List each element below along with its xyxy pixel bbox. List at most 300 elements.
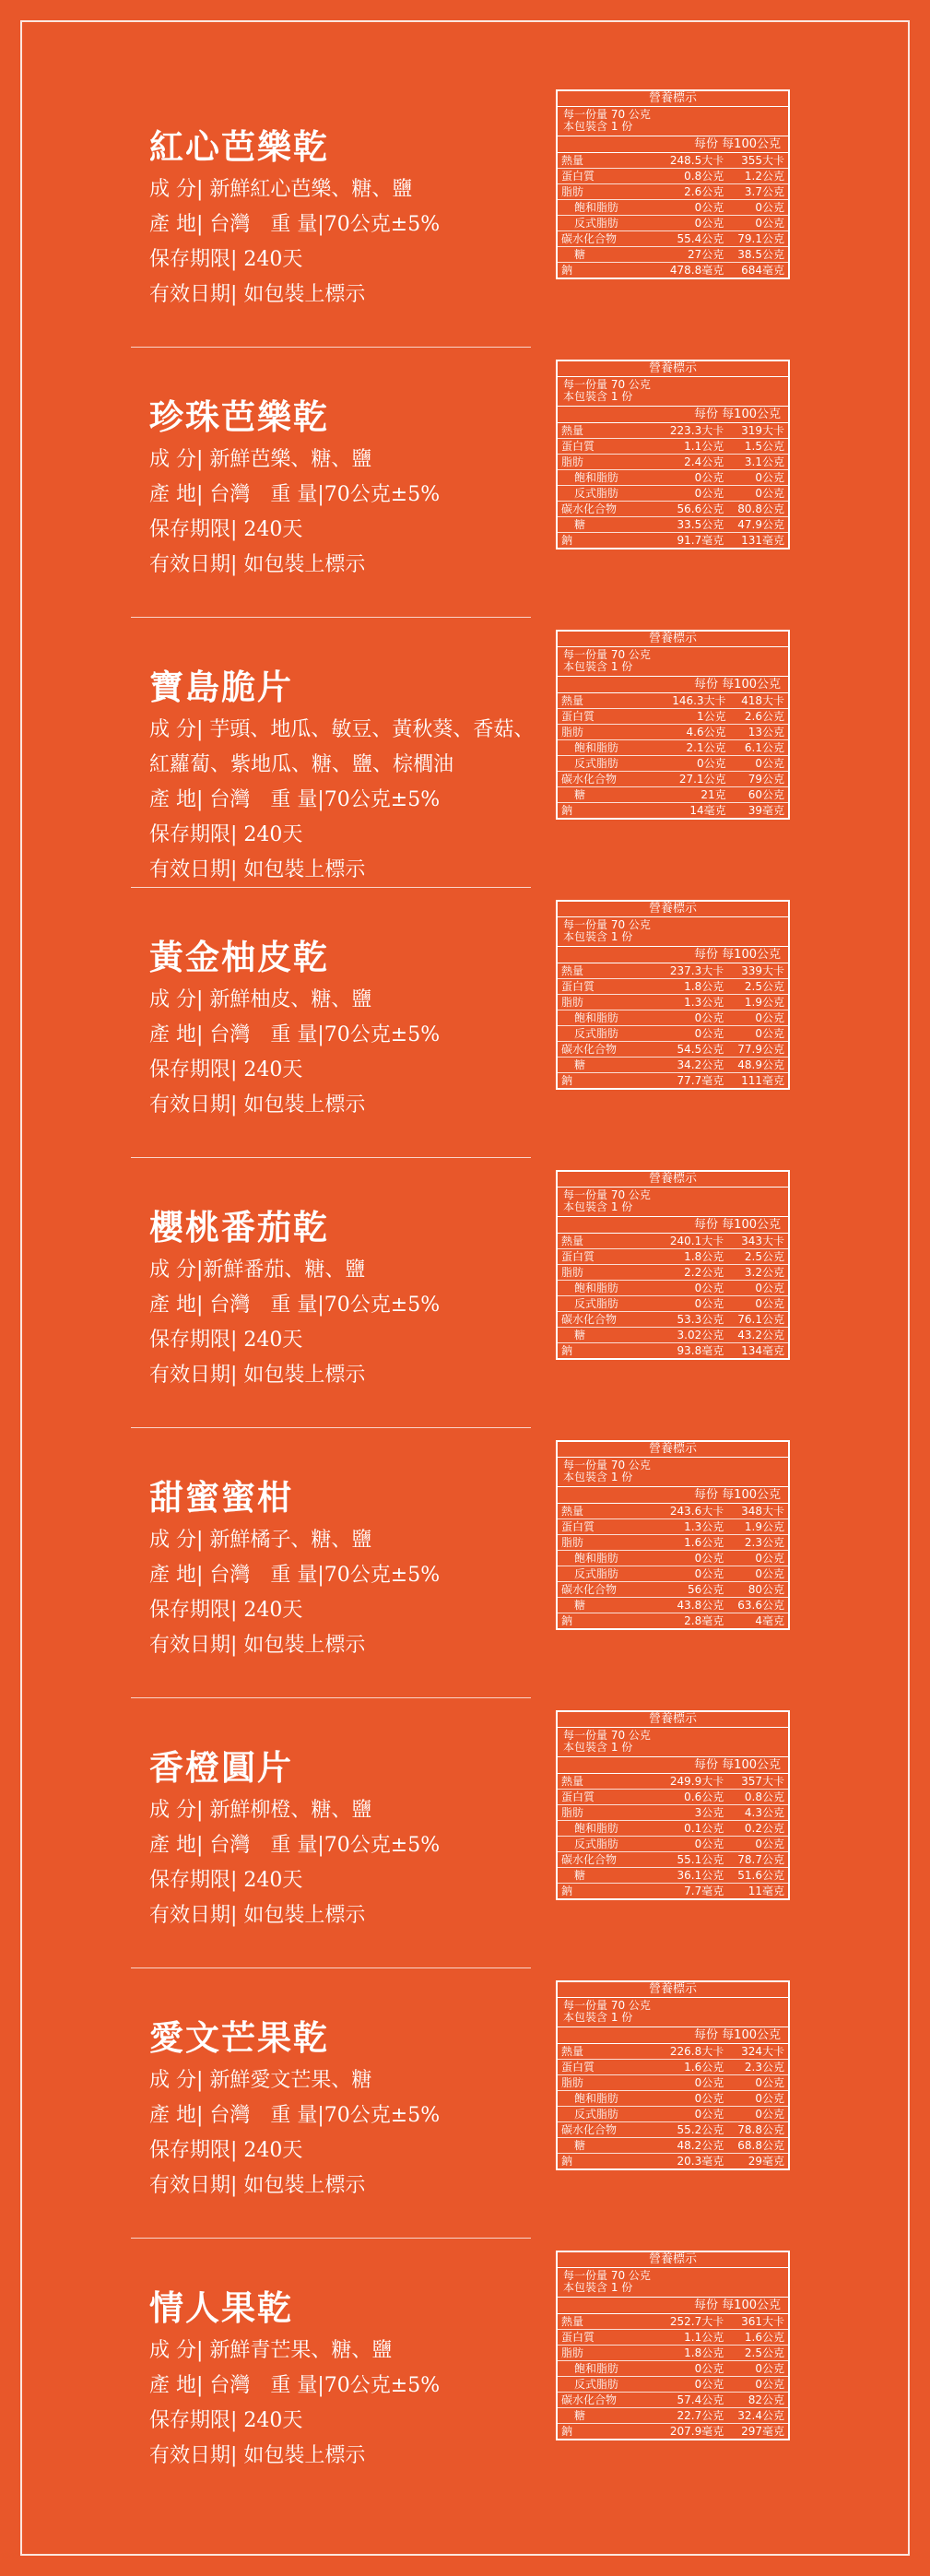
nutrition-row <box>558 486 788 502</box>
nutrient-per-100g: 111毫克 <box>741 1073 784 1087</box>
product-section <box>0 626 930 896</box>
nutrient-per-serving: 55.2公克 <box>659 2122 727 2138</box>
nutrient-per-serving: 4.6公克 <box>659 725 730 740</box>
nutrient-per-100g: 51.6公克 <box>727 1868 788 1884</box>
nutrient-per-serving: 91.7毫克 <box>677 533 724 547</box>
nutrient-per-100g: 2.3公克 <box>727 2060 788 2075</box>
nutrient-per-serving: 0公克 <box>659 470 727 486</box>
nutrition-table <box>558 1234 788 1358</box>
nutrition-row <box>558 1073 788 1089</box>
nutrient-per-100g: 0公克 <box>727 2361 788 2377</box>
nutrition-row <box>558 263 788 278</box>
nutrient-per-100g: 1.9公克 <box>727 1519 788 1535</box>
nutrient-name: 脂肪 <box>558 1535 659 1551</box>
nutrition-label <box>556 1170 790 1360</box>
nutrient-per-100g: 77.9公克 <box>727 1042 788 1058</box>
nutrition-row <box>558 963 788 979</box>
nutrient-name: 碳水化合物 <box>558 2393 659 2408</box>
nutrient-name: 蛋白質 <box>558 709 659 725</box>
nutrient-per-100g: 357大卡 <box>727 1774 788 1790</box>
serving-info <box>558 1998 788 2027</box>
nutrition-row <box>558 1613 788 1629</box>
section-divider <box>131 887 531 888</box>
product-section <box>0 356 930 626</box>
nutrient-per-serving: 14毫克 <box>689 803 726 817</box>
nutrient-per-100g: 82公克 <box>727 2393 788 2408</box>
nutrition-row <box>558 1296 788 1312</box>
nutrient-name: 反式脂肪 <box>558 2107 659 2122</box>
shelf-life-text: 保存期限| 240天 <box>149 1058 303 1081</box>
ingredients-text: 成 分| 新鮮青芒果、糖、鹽 <box>149 2339 393 2362</box>
nutrient-per-serving: 1.8公克 <box>659 2346 727 2361</box>
nutrient-name: 熱量 <box>558 693 659 709</box>
nutrient-name: 蛋白質 <box>558 439 659 455</box>
nutrition-row <box>558 1551 788 1566</box>
nutrient-name: 脂肪 <box>558 2075 659 2091</box>
nutrient-per-100g: 0.2公克 <box>727 1821 788 1837</box>
nutrient-per-serving: 0公克 <box>659 2377 727 2393</box>
section-divider <box>131 1967 531 1968</box>
servings-per-pack: 本包裝含 1 份 <box>563 2011 633 2024</box>
nutrient-per-100g: 4.3公克 <box>727 1805 788 1821</box>
nutrient-per-serving: 3公克 <box>659 1805 727 1821</box>
nutrient-name: 糖 <box>558 1598 659 1613</box>
ingredients-text: 成 分| 新鮮愛文芒果、糖 <box>149 2069 372 2092</box>
section-divider <box>131 1427 531 1428</box>
nutrition-row <box>558 423 788 439</box>
nutrient-name: 蛋白質 <box>558 979 659 995</box>
serving-info <box>558 2268 788 2298</box>
nutrient-name: 蛋白質 <box>558 169 659 184</box>
nutrient-per-100g: 3.1公克 <box>727 455 788 470</box>
nutrient-per-100g: 78.7公克 <box>727 1852 788 1868</box>
ingredients-text: 成 分| 新鮮芭樂、糖、鹽 <box>149 448 372 471</box>
expiry-text: 有效日期| 如包裝上標示 <box>149 858 366 881</box>
nutrient-per-serving: 237.3大卡 <box>659 963 727 979</box>
ingredients-text: 成 分| 新鮮橘子、糖、鹽 <box>149 1529 372 1552</box>
nutrition-row <box>558 2138 788 2154</box>
nutrition-label <box>556 360 790 549</box>
nutrient-per-100g: 0公克 <box>727 216 788 231</box>
serving-size: 每一份量 70 公克 <box>563 1999 651 2012</box>
nutrient-name: 脂肪 <box>558 1805 659 1821</box>
nutrient-per-100g: 6.1公克 <box>730 740 788 756</box>
nutrient-per-100g: 3.7公克 <box>727 184 788 200</box>
nutrient-per-serving: 252.7大卡 <box>659 2314 727 2330</box>
nutrient-per-100g: 79公克 <box>730 772 788 787</box>
nutrient-name: 碳水化合物 <box>558 502 659 517</box>
nutrient-per-serving: 27公克 <box>659 247 727 263</box>
nutrient-per-100g: 0公克 <box>727 2091 788 2107</box>
nutrient-per-100g: 297毫克 <box>741 2424 784 2438</box>
nutrition-row <box>558 2361 788 2377</box>
nutrition-row <box>558 2424 788 2440</box>
nutrition-row <box>558 1519 788 1535</box>
nutrition-row <box>558 2122 788 2138</box>
nutrient-name: 反式脂肪 <box>558 486 659 502</box>
nutrition-row <box>558 709 788 725</box>
nutrition-row <box>558 200 788 216</box>
nutrition-row <box>558 1265 788 1281</box>
nutrient-per-serving: 223.3大卡 <box>659 423 727 439</box>
nutrient-per-serving: 0公克 <box>659 2107 727 2122</box>
nutrient-per-100g: 68.8公克 <box>727 2138 788 2154</box>
nutrition-label <box>556 630 790 820</box>
nutrition-column-header: 每份 每100公克 <box>558 1487 788 1504</box>
nutrient-per-100g: 11毫克 <box>748 1884 784 1897</box>
nutrient-per-100g: 80公克 <box>727 1582 788 1598</box>
nutrition-table <box>558 1504 788 1628</box>
nutrient-per-serving: 1.3公克 <box>659 1519 727 1535</box>
nutrition-row <box>558 533 788 549</box>
nutrient-name: 脂肪 <box>558 995 659 1010</box>
product-title: 甜蜜蜜柑 <box>149 1477 293 1518</box>
nutrient-name: 碳水化合物 <box>558 1042 659 1058</box>
nutrient-name: 反式脂肪 <box>558 1296 659 1312</box>
shelf-life-text: 保存期限| 240天 <box>149 248 303 271</box>
ingredients-text: 成 分| 新鮮柚皮、糖、鹽 <box>149 988 372 1011</box>
nutrient-per-serving: 1.8公克 <box>659 979 727 995</box>
nutrient-name: 飽和脂肪 <box>558 740 659 756</box>
product-title: 愛文芒果乾 <box>149 2017 329 2058</box>
nutrient-per-serving: 0公克 <box>659 486 727 502</box>
nutrient-per-100g: 1.9公克 <box>727 995 788 1010</box>
nutrient-per-100g: 2.5公克 <box>727 2346 788 2361</box>
origin-weight-text: 產 地| 台灣 重 量|70公克±5% <box>149 1834 441 1857</box>
expiry-text: 有效日期| 如包裝上標示 <box>149 1093 366 1117</box>
nutrient-per-serving: 0公克 <box>659 2361 727 2377</box>
nutrient-per-serving: 33.5公克 <box>659 517 727 533</box>
nutrition-row <box>558 2107 788 2122</box>
nutrient-per-100g: 131毫克 <box>741 533 784 547</box>
nutrition-row <box>558 740 788 756</box>
servings-per-pack: 本包裝含 1 份 <box>563 390 633 403</box>
nutrient-per-100g: 361大卡 <box>727 2314 788 2330</box>
nutrition-row <box>558 1790 788 1805</box>
nutrition-row <box>558 1026 788 1042</box>
nutrient-per-serving: 226.8大卡 <box>659 2044 727 2060</box>
nutrient-name: 碳水化合物 <box>558 231 659 247</box>
serving-size: 每一份量 70 公克 <box>563 1459 651 1471</box>
nutrient-name: 熱量 <box>558 1774 659 1790</box>
serving-size: 每一份量 70 公克 <box>563 2269 651 2282</box>
nutrition-heading: 營養標示 <box>558 902 788 917</box>
nutrition-row <box>558 2346 788 2361</box>
product-title: 紅心芭樂乾 <box>149 126 329 167</box>
section-divider <box>131 1697 531 1698</box>
nutrition-label <box>556 1710 790 1900</box>
nutrient-per-serving: 55.4公克 <box>659 231 727 247</box>
nutrient-name: 反式脂肪 <box>558 1566 659 1582</box>
nutrition-label <box>556 89 790 279</box>
nutrient-per-serving: 1公克 <box>659 709 730 725</box>
nutrient-per-serving: 1.8公克 <box>659 1249 727 1265</box>
product-section <box>0 1977 930 2247</box>
nutrient-per-serving: 93.8毫克 <box>677 1343 724 1357</box>
nutrient-name: 脂肪 <box>558 1265 659 1281</box>
product-title: 黃金柚皮乾 <box>149 937 329 977</box>
nutrient-per-serving: 0公克 <box>659 1296 727 1312</box>
nutrient-name: 蛋白質 <box>558 1519 659 1535</box>
nutrient-name: 鈉 <box>561 1613 573 1627</box>
nutrient-per-serving: 1.1公克 <box>659 2330 727 2346</box>
nutrient-name: 鈉 <box>561 803 573 817</box>
ingredients-text: 成 分| 芋頭、地瓜、敏豆、黃秋葵、香菇、紅蘿蔔、紫地瓜、糖、鹽、棕櫚油 <box>149 718 535 776</box>
product-title: 香橙圓片 <box>149 1747 293 1788</box>
nutrient-name: 蛋白質 <box>558 1249 659 1265</box>
nutrient-per-100g: 0公克 <box>727 2107 788 2122</box>
nutrition-row <box>558 1821 788 1837</box>
nutrient-per-100g: 0公克 <box>727 1010 788 1026</box>
nutrient-per-serving: 2.6公克 <box>659 184 727 200</box>
nutrition-table <box>558 153 788 278</box>
nutrient-name: 糖 <box>558 2408 659 2424</box>
nutrition-column-header: 每份 每100公克 <box>558 136 788 153</box>
nutrient-name: 脂肪 <box>558 725 659 740</box>
nutrient-name: 熱量 <box>558 2044 659 2060</box>
nutrient-per-serving: 27.1公克 <box>659 772 730 787</box>
nutrient-per-serving: 21克 <box>659 787 730 803</box>
nutrition-column-header: 每份 每100公克 <box>558 947 788 963</box>
nutrition-row <box>558 1010 788 1026</box>
nutrition-label <box>556 900 790 1090</box>
nutrition-row <box>558 1852 788 1868</box>
nutrient-per-serving: 48.2公克 <box>659 2138 727 2154</box>
serving-size: 每一份量 70 公克 <box>563 108 651 121</box>
nutrient-name: 飽和脂肪 <box>558 1551 659 1566</box>
nutrient-name: 鈉 <box>561 2424 573 2438</box>
nutrient-per-100g: 0公克 <box>727 486 788 502</box>
nutrient-per-serving: 7.7毫克 <box>684 1884 724 1897</box>
nutrient-name: 鈉 <box>561 1343 573 1357</box>
nutrition-row <box>558 2091 788 2107</box>
serving-size: 每一份量 70 公克 <box>563 1188 651 1201</box>
section-divider <box>131 2238 531 2239</box>
nutrition-row <box>558 169 788 184</box>
origin-weight-text: 產 地| 台灣 重 量|70公克±5% <box>149 213 441 236</box>
ingredients-text: 成 分|新鮮番茄、糖、鹽 <box>149 1258 366 1282</box>
nutrient-per-100g: 1.5公克 <box>727 439 788 455</box>
section-divider <box>131 347 531 348</box>
servings-per-pack: 本包裝含 1 份 <box>563 2281 633 2294</box>
nutrient-per-100g: 4毫克 <box>755 1613 784 1627</box>
nutrition-heading: 營養標示 <box>558 91 788 107</box>
nutrient-per-serving: 0公克 <box>659 1010 727 1026</box>
nutrient-per-serving: 0.8公克 <box>659 169 727 184</box>
nutrition-column-header: 每份 每100公克 <box>558 1757 788 1774</box>
serving-size: 每一份量 70 公克 <box>563 648 651 661</box>
product-section <box>0 1166 930 1436</box>
nutrition-heading: 營養標示 <box>558 361 788 377</box>
nutrient-name: 反式脂肪 <box>558 1837 659 1852</box>
nutrient-per-100g: 43.2公克 <box>727 1328 788 1343</box>
nutrition-row <box>558 517 788 533</box>
product-details <box>149 1253 546 1393</box>
nutrition-row <box>558 1566 788 1582</box>
nutrition-row <box>558 1312 788 1328</box>
nutrition-heading: 營養標示 <box>558 632 788 647</box>
nutrition-table <box>558 2044 788 2168</box>
product-details <box>149 1523 546 1663</box>
nutrient-name: 反式脂肪 <box>558 216 659 231</box>
nutrient-per-100g: 2.3公克 <box>727 1535 788 1551</box>
nutrition-row <box>558 2377 788 2393</box>
section-divider <box>131 617 531 618</box>
nutrient-per-100g: 319大卡 <box>727 423 788 439</box>
nutrient-per-serving: 0公克 <box>659 1566 727 1582</box>
nutrient-per-serving: 43.8公克 <box>659 1598 727 1613</box>
nutrient-name: 熱量 <box>558 423 659 439</box>
nutrient-name: 糖 <box>558 247 659 263</box>
nutrition-row <box>558 787 788 803</box>
ingredients-text: 成 分| 新鮮紅心芭樂、糖、鹽 <box>149 178 413 201</box>
nutrient-name: 熱量 <box>558 1504 659 1519</box>
nutrient-per-100g: 0公克 <box>727 1296 788 1312</box>
product-title: 櫻桃番茄乾 <box>149 1207 329 1247</box>
servings-per-pack: 本包裝含 1 份 <box>563 1741 633 1754</box>
nutrient-name: 蛋白質 <box>558 2330 659 2346</box>
nutrient-per-serving: 478.8毫克 <box>669 263 724 277</box>
nutrient-per-100g: 0公克 <box>727 1026 788 1042</box>
nutrient-name: 熱量 <box>558 1234 659 1249</box>
nutrition-row <box>558 2154 788 2169</box>
nutrition-row <box>558 1774 788 1790</box>
shelf-life-text: 保存期限| 240天 <box>149 823 303 846</box>
shelf-life-text: 保存期限| 240天 <box>149 2409 303 2432</box>
nutrient-per-serving: 2.1公克 <box>659 740 730 756</box>
serving-info <box>558 1458 788 1487</box>
nutrition-row <box>558 725 788 740</box>
nutrition-table <box>558 423 788 548</box>
origin-weight-text: 產 地| 台灣 重 量|70公克±5% <box>149 1564 441 1587</box>
origin-weight-text: 產 地| 台灣 重 量|70公克±5% <box>149 2374 441 2397</box>
origin-weight-text: 產 地| 台灣 重 量|70公克±5% <box>149 2104 441 2127</box>
nutrient-name: 飽和脂肪 <box>558 470 659 486</box>
nutrient-name: 糖 <box>558 2138 659 2154</box>
nutrition-label <box>556 1440 790 1630</box>
expiry-text: 有效日期| 如包裝上標示 <box>149 1904 366 1927</box>
nutrition-row <box>558 153 788 169</box>
nutrient-per-100g: 39毫克 <box>748 803 784 817</box>
nutrient-name: 碳水化合物 <box>558 1582 659 1598</box>
nutrient-per-100g: 0公克 <box>730 756 788 772</box>
nutrient-per-100g: 0公克 <box>727 1837 788 1852</box>
nutrition-row <box>558 803 788 819</box>
nutrient-per-serving: 1.3公克 <box>659 995 727 1010</box>
nutrient-per-100g: 324大卡 <box>727 2044 788 2060</box>
servings-per-pack: 本包裝含 1 份 <box>563 1471 633 1483</box>
nutrient-per-serving: 0公克 <box>659 1281 727 1296</box>
nutrition-row <box>558 693 788 709</box>
nutrient-per-serving: 55.1公克 <box>659 1852 727 1868</box>
nutrition-row <box>558 979 788 995</box>
nutrient-per-100g: 355大卡 <box>727 153 788 169</box>
nutrition-table <box>558 2314 788 2439</box>
serving-info <box>558 107 788 136</box>
nutrient-name: 飽和脂肪 <box>558 2091 659 2107</box>
nutrient-per-100g: 13公克 <box>730 725 788 740</box>
nutrition-row <box>558 1281 788 1296</box>
shelf-life-text: 保存期限| 240天 <box>149 1329 303 1352</box>
shelf-life-text: 保存期限| 240天 <box>149 1869 303 1892</box>
nutrient-per-serving: 20.3毫克 <box>677 2154 724 2168</box>
shelf-life-text: 保存期限| 240天 <box>149 1599 303 1622</box>
section-divider <box>131 1157 531 1158</box>
product-section <box>0 86 930 356</box>
nutrient-per-100g: 32.4公克 <box>727 2408 788 2424</box>
nutrient-name: 糖 <box>558 787 659 803</box>
nutrient-per-100g: 418大卡 <box>730 693 788 709</box>
nutrient-name: 鈉 <box>561 533 573 547</box>
shelf-life-text: 保存期限| 240天 <box>149 2139 303 2162</box>
nutrient-per-100g: 1.2公克 <box>727 169 788 184</box>
nutrient-per-100g: 63.6公克 <box>727 1598 788 1613</box>
product-details <box>149 443 546 583</box>
nutrition-heading: 營養標示 <box>558 1982 788 1998</box>
nutrient-per-100g: 343大卡 <box>727 1234 788 1249</box>
nutrient-per-100g: 0公克 <box>727 200 788 216</box>
nutrient-per-serving: 2.4公克 <box>659 455 727 470</box>
nutrition-label <box>556 2251 790 2440</box>
nutrient-per-100g: 48.9公克 <box>727 1058 788 1073</box>
nutrient-per-100g: 76.1公克 <box>727 1312 788 1328</box>
nutrition-row <box>558 1884 788 1899</box>
nutrition-column-header: 每份 每100公克 <box>558 2027 788 2044</box>
servings-per-pack: 本包裝含 1 份 <box>563 930 633 943</box>
nutrition-row <box>558 1598 788 1613</box>
nutrition-row <box>558 1837 788 1852</box>
nutrient-name: 反式脂肪 <box>558 2377 659 2393</box>
nutrition-row <box>558 2060 788 2075</box>
nutrient-per-serving: 0公克 <box>659 1837 727 1852</box>
nutrition-row <box>558 1234 788 1249</box>
product-section <box>0 2247 930 2517</box>
nutrition-row <box>558 2044 788 2060</box>
product-details <box>149 2334 546 2474</box>
serving-info <box>558 1188 788 1217</box>
nutrition-heading: 營養標示 <box>558 1442 788 1458</box>
nutrient-per-serving: 56.6公克 <box>659 502 727 517</box>
nutrient-per-100g: 684毫克 <box>741 263 784 277</box>
nutrition-row <box>558 1868 788 1884</box>
nutrient-per-serving: 1.1公克 <box>659 439 727 455</box>
nutrient-name: 飽和脂肪 <box>558 1010 659 1026</box>
nutrient-per-100g: 60公克 <box>730 787 788 803</box>
nutrition-row <box>558 231 788 247</box>
nutrition-row <box>558 247 788 263</box>
nutrient-name: 脂肪 <box>558 455 659 470</box>
ingredients-text: 成 分| 新鮮柳橙、糖、鹽 <box>149 1799 372 1822</box>
nutrient-name: 蛋白質 <box>558 1790 659 1805</box>
nutrient-per-100g: 0公克 <box>727 2377 788 2393</box>
serving-info <box>558 1728 788 1757</box>
nutrition-table <box>558 963 788 1088</box>
expiry-text: 有效日期| 如包裝上標示 <box>149 283 366 306</box>
nutrient-per-100g: 2.5公克 <box>727 1249 788 1265</box>
nutrient-per-100g: 80.8公克 <box>727 502 788 517</box>
nutrient-per-serving: 56公克 <box>659 1582 727 1598</box>
nutrient-name: 碳水化合物 <box>558 772 659 787</box>
nutrient-name: 鈉 <box>561 1884 573 1897</box>
nutrient-per-serving: 1.6公克 <box>659 2060 727 2075</box>
serving-size: 每一份量 70 公克 <box>563 378 651 391</box>
nutrient-name: 脂肪 <box>558 2346 659 2361</box>
nutrient-per-serving: 3.02公克 <box>659 1328 727 1343</box>
nutrient-name: 熱量 <box>558 2314 659 2330</box>
product-section <box>0 896 930 1166</box>
product-details <box>149 983 546 1123</box>
expiry-text: 有效日期| 如包裝上標示 <box>149 1634 366 1657</box>
